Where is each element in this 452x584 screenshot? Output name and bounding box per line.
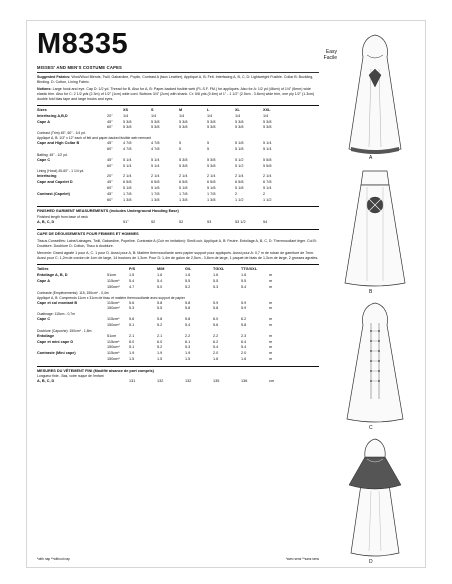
figure-label-a: A: [369, 155, 373, 161]
row-value: 4 7/8: [151, 141, 160, 146]
row-value: 2.2: [185, 333, 191, 338]
row-value: 6 7/8: [263, 180, 272, 185]
row-value: 5.5: [185, 278, 191, 283]
table-note: Contraste (Empiècements): 115, 150cm* - 0,4m: [37, 290, 109, 295]
row-label: Cape C: [37, 157, 51, 162]
row-unit: m: [269, 273, 273, 278]
row-value: 2: [235, 191, 238, 196]
row-width: 45": [107, 141, 113, 146]
row-value: 5.1: [129, 345, 135, 350]
row-width: 45": [107, 180, 113, 185]
row-label: Contraste (Mini cape): [37, 351, 76, 356]
row-value: 5.4: [185, 322, 191, 327]
row-value: 6.2: [241, 317, 247, 322]
row-value: 5 3/8: [207, 125, 216, 130]
row-value: 1 7/8: [123, 191, 132, 196]
difficulty-en: Easy: [325, 49, 337, 55]
table-row: [37, 357, 319, 363]
row-value: 5.8: [157, 317, 163, 322]
row-value: 5 3/8: [179, 157, 188, 162]
row-value: 1.6: [241, 356, 247, 361]
row-value: 6.4: [241, 339, 247, 344]
row-value: 6 5/8: [123, 180, 132, 185]
row-width: 45": [107, 191, 113, 196]
row-label: [37, 323, 107, 329]
column-header: P/S: [129, 267, 136, 272]
divider: [37, 264, 319, 265]
suggested-fabrics: Suggested Fabrics: Wool/Wool Blends, Twill, Gabardine, Poplin, Contrast A (faux Leather), Appliqué A, B: Felt. Interfacing A, B, C, D: Lightweight Fusible. Collar B: Buckling, Binding. D: Cotton, Lining Fabric.: [37, 75, 314, 84]
row-value: 5: [179, 146, 182, 151]
row-value: 2 1/4: [123, 174, 132, 179]
row-value: 5 3/8: [179, 163, 188, 168]
row-value: 6.1: [185, 339, 191, 344]
pattern-envelope-back: [26, 20, 426, 568]
finished-value: 52: [151, 219, 156, 224]
row-value: 5.8: [157, 300, 163, 305]
row-value: 1.6: [185, 273, 191, 278]
row-value: 1/4: [179, 113, 185, 118]
finished-measurements-row: [37, 220, 319, 226]
row-value: 1 1/2: [263, 197, 272, 202]
row-width: 115cm*: [107, 300, 120, 305]
row-value: 5 1/4: [263, 185, 272, 190]
row-value: 1.6: [241, 273, 247, 278]
row-unit: m: [269, 351, 273, 356]
finished-value: 132: [157, 379, 164, 384]
row-label: Contrast (Capelet): [37, 191, 70, 196]
row-value: 2 1/4: [151, 174, 160, 179]
column-header: M/M: [157, 267, 165, 272]
row-value: 1/4: [263, 113, 269, 118]
row-value: 2.1: [129, 333, 135, 338]
row-value: 4 7/8: [123, 141, 132, 146]
column-header: Tailles: [37, 267, 49, 272]
figure-label-b: B: [369, 289, 373, 295]
row-label: Cape A: [37, 119, 50, 124]
row-label: Entoilage: [37, 333, 55, 338]
finished-value: 53: [207, 219, 212, 224]
row-value: 5 1/4: [123, 163, 132, 168]
row-width: 20": [107, 113, 113, 118]
row-width: 20": [107, 174, 113, 179]
finished-measurements-fr-row: [37, 379, 319, 385]
row-label: Cape A: [37, 278, 50, 283]
row-value: 5 1/8: [207, 185, 216, 190]
row-value: 5.8: [241, 322, 247, 327]
divider: [37, 206, 319, 207]
row-value: 5 1/4: [263, 146, 272, 151]
row-value: 5.3: [129, 306, 135, 311]
row-value: 5.4: [213, 345, 219, 350]
row-label: Cape et mini cape D: [37, 339, 74, 344]
table-note: Doublure (Capuche): 150cm* - 1,8m: [37, 328, 92, 333]
row-value: 5.1: [129, 322, 135, 327]
finished-value: 54: [263, 219, 268, 224]
row-value: 6.2: [213, 339, 219, 344]
column-header: TTG/XXL: [241, 267, 258, 272]
row-value: 5.6: [129, 300, 135, 305]
row-value: 1.9: [129, 351, 135, 356]
row-value: 1 7/8: [151, 191, 160, 196]
difficulty-fr: Facile: [323, 55, 337, 61]
row-value: 5 1/8: [151, 185, 160, 190]
row-value: 5: [207, 146, 210, 151]
row-unit: m: [269, 333, 273, 338]
finished-value: cm: [269, 379, 275, 384]
row-width: 60": [107, 163, 113, 168]
figure-c: [331, 299, 419, 435]
row-value: 1.9: [157, 351, 163, 356]
cape-c-illustration: [331, 299, 419, 429]
finished-label: A, B, C, D: [37, 219, 55, 224]
row-value: 1 1/2: [235, 197, 244, 202]
row-value: 6 5/8: [207, 180, 216, 185]
divider: [37, 72, 319, 73]
column-header: M: [179, 108, 183, 112]
row-value: 4 7/8: [123, 146, 132, 151]
row-value: 1.5: [185, 356, 191, 361]
row-value: 2 1/4: [207, 174, 216, 179]
finished-value: 135: [213, 379, 220, 384]
nap-legend: [37, 557, 319, 561]
table-row: [37, 306, 319, 312]
french-headline: CAPE DE DÉGUISEMENTS POUR FEMMES ET HOMMES: [37, 231, 139, 236]
row-width: 51cm: [107, 273, 117, 278]
french-notions: Mercerie: Grand agrafe 1 pour A, C. 1 pour D. Aussi pour A, B: Matière thermocollante avec papier support pour appliqués. Aussi pour A: 0,7 m de ruban de garniture de 7mm. Aussi pour C: 1,2m de cordon de 1cm de large, 14 boutons de 1,3cm. Pour D: 1,4m de galon de 2,5cm - 3,8cm de large, 1 paquet de biais de 1,3cm de large, 2 grosses agrafes.: [37, 251, 319, 261]
row-value: 6 5/8: [151, 180, 160, 185]
row-value: 5.4: [241, 345, 247, 350]
row-value: 1/4: [207, 113, 213, 118]
finished-row: [37, 379, 319, 385]
row-value: 6.0: [213, 317, 219, 322]
row-value: 5 3/8: [207, 157, 216, 162]
row-value: 5 3/8: [179, 119, 188, 124]
figure-d: [331, 435, 419, 571]
row-value: 1.6: [213, 273, 219, 278]
row-value: 1/4: [151, 113, 157, 118]
row-width: 51cm: [107, 333, 117, 338]
row-unit: m: [269, 322, 273, 327]
row-unit: m: [269, 284, 273, 289]
row-label: [37, 198, 107, 204]
finished-measurements-title: FINISHED GARMENT MEASUREMENTS (includes Underground Hooding Ease): [37, 209, 179, 214]
nap-legend-fr: *avec sens **sans sens: [285, 557, 319, 561]
row-value: 5.8: [185, 317, 191, 322]
figure-label-c: C: [369, 425, 373, 431]
row-width: 115cm*: [107, 351, 120, 356]
row-value: 1 3/8: [207, 197, 216, 202]
row-unit: m: [269, 345, 273, 350]
row-width: 115cm*: [107, 339, 120, 344]
row-value: 6.0: [129, 339, 135, 344]
row-width: 115cm*: [107, 278, 120, 283]
table-note: Batting: 45" - 1/2 yd.: [37, 152, 68, 157]
row-value: 5 3/8: [263, 119, 272, 124]
yardage-table-metric: [37, 267, 319, 362]
row-value: 5.6: [129, 317, 135, 322]
notions: Notions: Large hook and eye. Cap D: 1/2 yd. Thread for B. Also for A, B: Paper-backed fusible web (FL.S.F. FM.) for appliqués. Also for A: 1/2 yd (46cm) of 1/4" (6mm) wide elastic trim. Also for C: 2 1/2 yds (2.3m) of 1/2" (1cm) wide cord. Buttons 3/4" (2cm) with shank. Cr: 5/8 yds (0.6m) of 1" - 1 1/2" (2.5cm - 3.8cm) wide trim, one ply 1/2" (1.3cm) double fold bias tape and large hooks and eyes.: [37, 87, 315, 101]
row-value: 5 3/8: [179, 125, 188, 130]
row-value: 1 7/8: [207, 191, 216, 196]
row-value: 2.1: [157, 333, 163, 338]
divider: [37, 366, 319, 367]
row-value: 5: [179, 141, 182, 146]
row-value: 1 3/8: [123, 197, 132, 202]
row-value: 5 5/8: [263, 157, 272, 162]
finished-measurements-fr-subtitle: Longueur finie - Bas, votre nuque de l'enfant: [37, 374, 104, 379]
column-header: XXL: [263, 108, 271, 112]
row-unit: m: [269, 356, 273, 361]
row-value: 5 3/8: [263, 125, 272, 130]
row-value: 2.0: [241, 351, 247, 356]
row-width: 60": [107, 125, 113, 130]
row-value: 5.4: [157, 278, 163, 283]
row-value: 5.2: [185, 284, 191, 289]
row-value: 5 1/8: [179, 185, 188, 190]
row-unit: m: [269, 300, 273, 305]
row-value: 5.6: [213, 322, 219, 327]
row-value: 2 1/4: [235, 174, 244, 179]
table-row: [37, 323, 319, 329]
figure-a: [331, 29, 419, 165]
row-value: 5 3/8: [235, 119, 244, 124]
row-value: 5 1/4: [123, 157, 132, 162]
row-label: [37, 147, 107, 153]
row-value: 6 5/8: [235, 180, 244, 185]
table-note: Contrast (Trim) 45", 60" - 1/4 yd.: [37, 131, 86, 136]
table-note: Ouatinage: 115cm - 0,7m: [37, 312, 76, 317]
instructions-column: [37, 29, 319, 385]
row-value: 1.6: [213, 356, 219, 361]
row-value: 5 1/8: [235, 146, 244, 151]
row-unit: m: [269, 339, 273, 344]
figure-b: [331, 165, 419, 299]
divider: [37, 229, 319, 230]
row-value: 5.5: [213, 278, 219, 283]
row-value: 1.5: [157, 356, 163, 361]
row-unit: m: [269, 306, 273, 311]
column-header: Sizes: [37, 108, 47, 112]
column-header: G/L: [185, 267, 192, 272]
finished-measurements-fr-title: MESURES DU VÊTEMENT FINI (Modifié aisance de port compris): [37, 368, 154, 373]
row-value: 5.0: [157, 284, 163, 289]
french-fabrics: Tissus Conseillés: Laine/Lainages, Twill, Gabardine, Popeline. Contraste A (Cuir en imitation): Simili cuir. Appliqué A, B: Feutre. Entoilage A, B, C, D: Thermocollant léger. Col B: Doublure. Doublure D: Cotton, Tissu à doublure.: [37, 239, 317, 249]
column-header: L: [207, 108, 210, 112]
table-note: Appliqué A, B: Comprends 11cm x 31cm de tissu et matière thermocollante avec support de papier: [37, 295, 185, 300]
cape-a-illustration: [331, 29, 419, 159]
row-value: 5 1/2: [235, 157, 244, 162]
finished-measurements-subtitle: Finished length from base of neck: [37, 214, 88, 219]
row-width: 150cm*: [107, 284, 120, 289]
row-value: 1 3/8: [151, 197, 160, 202]
table-note: Lining (Hood) 45-60" - 1 1/4 yd.: [37, 169, 85, 174]
row-value: 5.9: [241, 306, 247, 311]
table-row: [37, 147, 319, 153]
row-label: Cape and Capelet D: [37, 180, 73, 185]
column-header: XS: [123, 108, 129, 112]
finished-value: 131: [129, 379, 136, 384]
row-value: 4 7/8: [151, 146, 160, 151]
finished-value: 52: [179, 219, 184, 224]
row-label: Cape et col montant B: [37, 300, 78, 305]
row-value: 1.5: [129, 356, 135, 361]
row-value: 5 3/8: [151, 125, 160, 130]
divider: [37, 105, 319, 106]
row-label: [37, 285, 107, 291]
row-width: 60": [107, 146, 113, 151]
table-row: [37, 198, 319, 204]
row-label: [37, 357, 107, 363]
table-note: Appliqué A, B: 1/3" x 12" each of felt and paper-backed fusible web remnant: [37, 136, 151, 141]
row-width: 45": [107, 119, 113, 124]
row-value: 5 1/8: [123, 185, 132, 190]
finished-value: 53 1/2: [235, 219, 246, 224]
row-value: 5.3: [185, 345, 191, 350]
row-width: 115cm*: [107, 317, 120, 322]
row-value: 1/4: [235, 113, 241, 118]
row-value: 6.0: [157, 339, 163, 344]
row-value: 5.2: [157, 322, 163, 327]
row-value: 2 1/4: [263, 174, 272, 179]
table-row: [37, 285, 319, 291]
row-value: 5 3/8: [235, 125, 244, 130]
row-label: Cape C: [37, 317, 51, 322]
row-width: 150cm*: [107, 306, 120, 311]
row-value: 5 3/8: [151, 119, 160, 124]
row-value: 5.2: [157, 345, 163, 350]
row-width: 150cm*: [107, 345, 120, 350]
cape-b-illustration: [331, 165, 419, 293]
row-value: 2.0: [213, 351, 219, 356]
row-value: 5: [207, 141, 210, 146]
row-value: 5 3/8: [207, 119, 216, 124]
column-header: TG/XL: [213, 267, 225, 272]
row-value: 1.6: [157, 273, 163, 278]
row-value: 5 3/8: [207, 163, 216, 168]
pattern-number: M8335: [37, 28, 129, 60]
row-value: 5.5: [157, 306, 163, 311]
finished-row: [37, 220, 319, 226]
row-unit: m: [269, 317, 273, 322]
row-value: 5 1/2: [235, 163, 244, 168]
nap-legend-en: *with nap **without nap: [37, 557, 70, 561]
row-value: 1/4: [123, 113, 129, 118]
row-value: 2.2: [213, 333, 219, 338]
row-width: 60": [107, 197, 113, 202]
row-value: 5.4: [129, 278, 135, 283]
row-width: 45": [107, 157, 113, 162]
row-value: 5 5/8: [263, 163, 272, 168]
row-value: 5 3/8: [123, 125, 132, 130]
row-value: 2.3: [241, 333, 247, 338]
row-value: 5.9: [213, 300, 219, 305]
row-value: 5 1/8: [235, 185, 244, 190]
row-value: 5.9: [241, 300, 247, 305]
row-value: 1 3/8: [179, 197, 188, 202]
row-value: 1.5: [129, 273, 135, 278]
finished-value: 136: [241, 379, 248, 384]
row-value: 5 1/4: [151, 163, 160, 168]
column-header: XL: [235, 108, 240, 112]
row-label: Entoilage A, B, D: [37, 273, 68, 278]
row-width: 150cm*: [107, 322, 120, 327]
row-label: Cape and High Collar B: [37, 141, 80, 146]
row-value: 5.4: [241, 284, 247, 289]
finished-value: 51": [123, 219, 129, 224]
row-value: 5.8: [185, 300, 191, 305]
column-header: S: [151, 108, 154, 112]
garment-title: MISSES' AND MEN'S COSTUME CAPES: [37, 65, 123, 70]
figure-column: [331, 29, 419, 571]
row-label: Interfacing: [37, 174, 57, 179]
row-value: 5.8: [185, 306, 191, 311]
row-value: 1.9: [185, 351, 191, 356]
row-value: 5 1/8: [235, 141, 244, 146]
row-label: Interfacing A,B,D: [37, 113, 68, 118]
row-width: 150cm*: [107, 356, 120, 361]
figure-label-d: D: [369, 559, 373, 565]
cape-d-illustration: [331, 435, 419, 563]
yardage-table-us: [37, 108, 319, 203]
row-value: 1 7/8: [179, 191, 188, 196]
row-value: 5 1/4: [263, 141, 272, 146]
row-value: 5.3: [213, 284, 219, 289]
row-width: 60": [107, 185, 113, 190]
row-value: 5.8: [213, 306, 219, 311]
row-value: 5.5: [241, 278, 247, 283]
row-value: 5 1/4: [151, 157, 160, 162]
row-value: 5 3/8: [123, 119, 132, 124]
row-value: 4.7: [129, 284, 135, 289]
row-unit: m: [269, 278, 273, 283]
row-value: 6 5/8: [179, 180, 188, 185]
finished-value: 132: [185, 379, 192, 384]
row-value: 2: [263, 191, 266, 196]
row-value: 2 1/4: [179, 174, 188, 179]
finished-label: A, B, C, D: [37, 379, 55, 384]
